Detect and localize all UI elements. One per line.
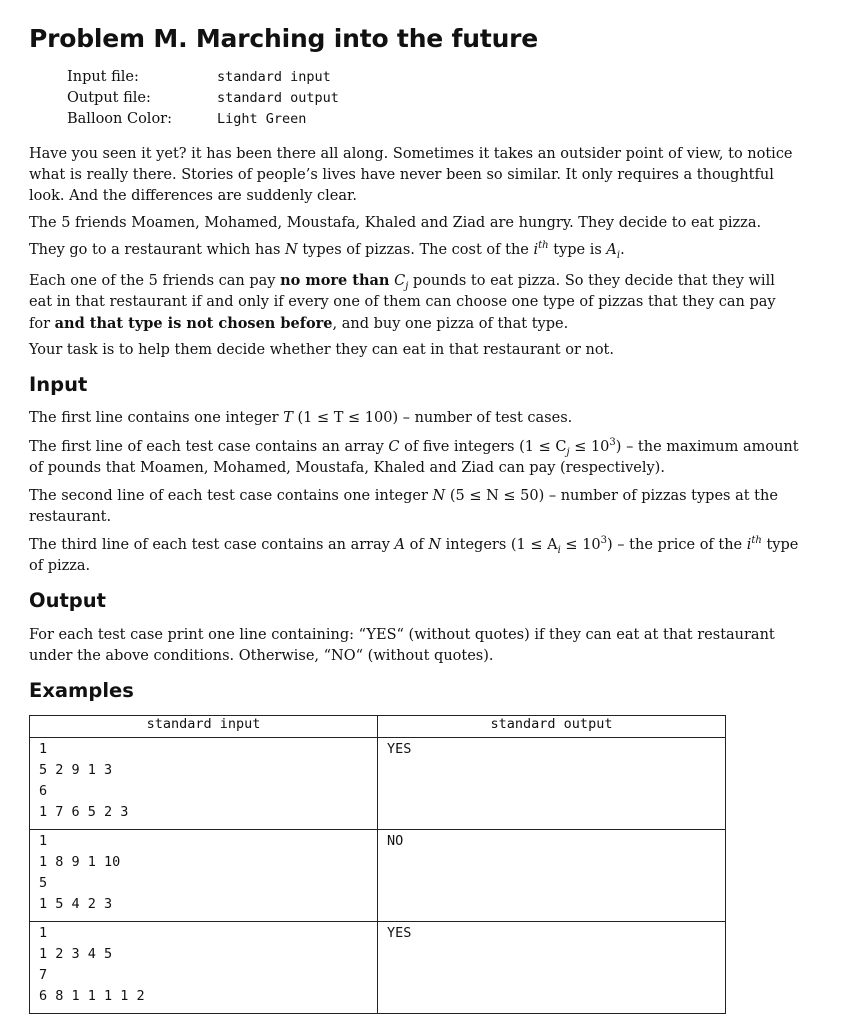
meta-value: standard output [217,89,339,106]
meta-row-output [67,87,339,108]
example-input-cell [30,922,378,1014]
example-line: 1 7 6 5 2 3 [39,804,129,820]
problem-title: Problem M. Marching into the future [29,24,539,53]
example-output-cell [378,738,726,830]
example-input-cell [30,830,378,922]
example-line: 1 2 3 4 5 [39,946,113,962]
example-row [30,830,726,922]
example-line: YES [387,741,412,757]
meta-label: Input file: [67,68,139,85]
statement-paragraph: Have you seen it yet? it has been there all along. Sometimes it takes an outsider point of view, to notice what is really there. Stories of people’s lives have never been so similar. It only requires a thoughtful look. And the differences are suddenly clear. [29,146,793,204]
input-paragraph: The second line of each test case contains one integer N (5 ≤ N ≤ 50) – number of pizzas types at the restaurant. [29,488,778,525]
example-row [30,738,726,830]
meta-value: standard input [217,68,331,85]
example-line: 6 [39,783,48,799]
input-paragraph: The third line of each test case contains an array A of N integers $(1 \le A_i \le 10^3)$ – the price of the $i^{th}$ type of pizza. [29,535,799,574]
example-row [30,922,726,1014]
examples-table [29,715,726,1014]
output-paragraph: For each test case print one line containing: “YES“ (without quotes) if they can eat at that restaurant under the above conditions. Otherwise, “NO“ (without quotes). [29,627,775,664]
example-line: NO [387,833,404,849]
statement-paragraph: Each one of the 5 friends can pay no more than $C_j$ pounds to eat pizza. So they decide that they will eat in that restaurant if and only if every one of them can choose one type of pizzas that they can pay for and that type is not chosen before, and buy one pizza of that type. [29,272,776,332]
examples-heading: Examples [29,679,134,702]
meta-row-input [67,66,339,87]
examples-header-row [30,716,726,738]
problem-meta [67,66,339,129]
example-line: 5 [39,875,48,891]
example-line: 1 [39,925,48,941]
column-header-input: standard input [30,716,378,738]
example-line: YES [387,925,412,941]
output-heading: Output [29,589,106,612]
example-output-cell [378,922,726,1014]
meta-label: Output file: [67,89,151,106]
example-input-cell [30,738,378,830]
example-output-cell [378,830,726,922]
meta-value: Light Green [217,110,307,127]
example-line: 1 [39,741,48,757]
statement-paragraph: They go to a restaurant which has N types of pizzas. The cost of the $i^{th}$ type is $A_i$. [29,240,625,261]
input-paragraph: The first line contains one integer T (1 ≤ T ≤ 100) – number of test cases. [29,410,573,426]
column-header-output: standard output [378,716,726,738]
example-line: 7 [39,967,48,983]
input-paragraph: The first line of each test case contains an array C of five integers $(1 \le C_j \le 10^3)$ – the maximum amount of pounds that Moamen, Mohamed, Moustafa, Khaled and Ziad can pay (respectively). [29,437,799,476]
statement-paragraph: The 5 friends Moamen, Mohamed, Moustafa, Khaled and Ziad are hungry. They decide to eat pizza. [29,215,762,231]
example-line: 1 [39,833,48,849]
example-line: 1 8 9 1 10 [39,854,121,870]
meta-row-balloon [67,108,339,129]
example-line: 6 8 1 1 1 1 2 [39,988,145,1004]
statement-paragraph: Your task is to help them decide whether they can eat in that restaurant or not. [29,342,614,358]
input-heading: Input [29,373,88,396]
example-line: 1 5 4 2 3 [39,896,113,912]
meta-label: Balloon Color: [67,110,172,127]
example-line: 5 2 9 1 3 [39,762,113,778]
